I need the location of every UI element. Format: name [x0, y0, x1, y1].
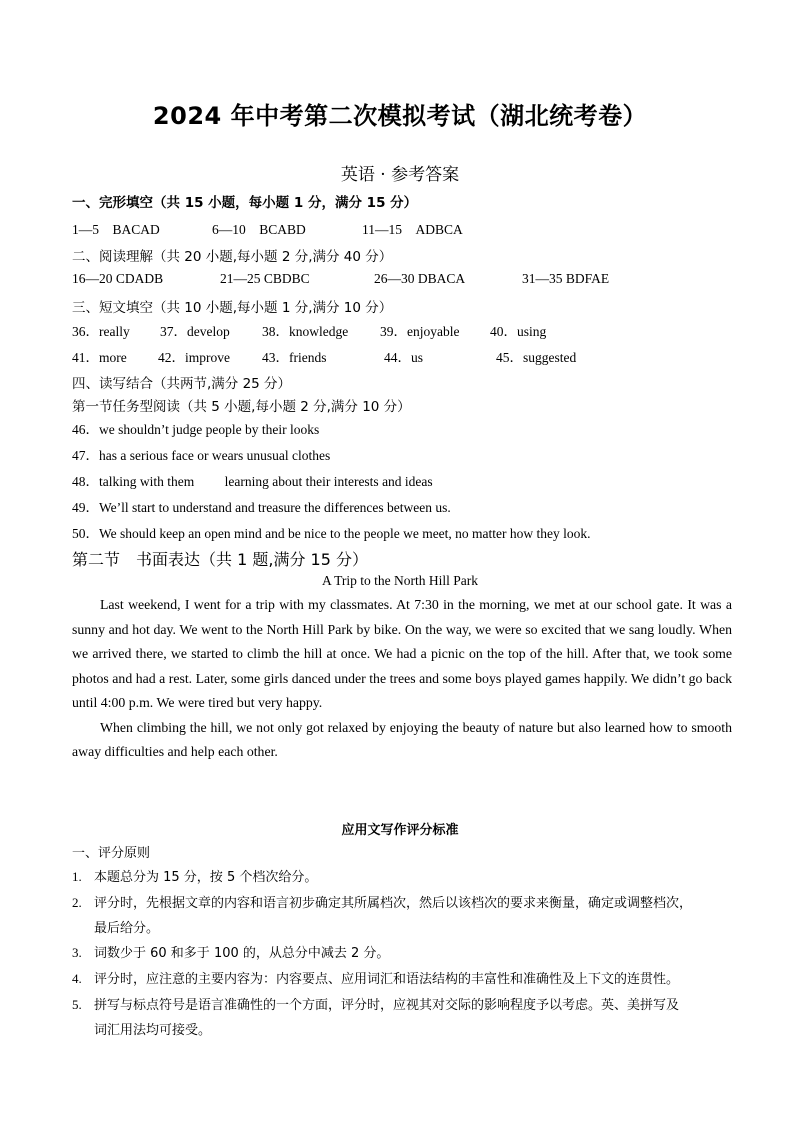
rubric-item-number: 5. — [72, 997, 82, 1012]
rubric-item-text: 拼写与标点符号是语言准确性的一个方面，评分时，应视其对交际的影响程度予以考虑。英、美拼写及 — [94, 998, 680, 1013]
section4-part1-heading: 第一节任务型阅读（共 5 小题,每小题 2 分,满分 10 分） — [72, 399, 411, 415]
task-answer: 49．We’ll start to understand and treasure the differences between us. — [72, 500, 451, 515]
answer-group: 1—5 BACAD — [72, 222, 160, 237]
page-title: 2024 年中考第二次模拟考试（湖北统考卷） — [152, 102, 648, 130]
rubric-item — [72, 994, 679, 1013]
rubric-item — [72, 968, 679, 987]
answer-group: 26—30 DBACA — [374, 271, 466, 286]
blank-answer: 41．more — [72, 350, 127, 365]
section1-heading: 一、完形填空（共 15 小题，每小题 1 分，满分 15 分） — [72, 195, 418, 211]
task-answer: 50．We should keep an open mind and be nice to the people we meet, no matter how they look. — [72, 526, 591, 541]
rubric-heading: 一、评分原则 — [72, 846, 151, 861]
blank-answer: 40．using — [490, 324, 547, 339]
rubric-item-continuation: 最后给分。 — [94, 921, 160, 936]
section3-heading: 三、短文填空（共 10 小题,每小题 1 分,满分 10 分） — [72, 300, 393, 316]
answer-group: 21—25 CBDBC — [220, 271, 310, 286]
rubric-item-text: 评分时，先根据文章的内容和语言初步确定其所属档次，然后以该档次的要求来衡量，确定或调整档次， — [94, 896, 693, 911]
blank-answer: 44．us — [384, 350, 424, 365]
task-answer: 46．we shouldn’t judge people by their looks — [72, 422, 320, 437]
task-answer: 47．has a serious face or wears unusual clothes — [72, 448, 331, 463]
page-subtitle: 英语 · 参考答案 — [340, 165, 460, 185]
rubric-item-text: 评分时，应注意的主要内容为：内容要点、应用词汇和语法结构的丰富性和准确性及上下文的连贯性。 — [94, 972, 680, 987]
essay-title: A Trip to the North Hill Park — [321, 573, 478, 588]
answer-group: 11—15 ADBCA — [362, 222, 463, 237]
answer-group: 16—20 CDADB — [72, 271, 164, 286]
essay-paragraph-1: Last weekend, I went for a trip with my classmates. At 7:30 in the morning, we met at our school gate. It was a sunny and hot day. We went to the North Hill Park by bike. On the way, we were so excited that we sang loudly. When we arrived there, we started to climb the hill at once. We had a picnic on the top of the hill. After that, we took some photos and had a rest. Later, some girls danced under the trees and some boys played games happily. We didn’t go back until 4:00 p.m. We were tired but very happy. — [72, 597, 732, 710]
rubric-item — [72, 866, 317, 885]
section4-part2-heading: 第二节 书面表达（共 1 题,满分 15 分） — [72, 550, 368, 569]
essay-paragraph-2: When climbing the hill, we not only got relaxed by enjoying the beauty of nature but also learned how to smooth away difficulties and help each other. — [72, 719, 732, 759]
rubric-item — [72, 892, 692, 911]
task-answer: 48．talking with them learning about their interests and ideas — [72, 474, 433, 489]
section4-heading: 四、读写结合（共两节,满分 25 分） — [72, 376, 292, 392]
blank-answer: 39．enjoyable — [380, 324, 460, 339]
rubric-item-text: 词数少于 60 和多于 100 的，从总分中减去 2 分。 — [94, 946, 390, 961]
rubric-item — [72, 942, 389, 961]
answer-group: 31—35 BDFAE — [522, 271, 610, 286]
answer-group: 6—10 BCABD — [212, 222, 306, 237]
blank-answer: 45．suggested — [496, 350, 577, 365]
rubric-title: 应用文写作评分标准 — [341, 823, 459, 838]
rubric-item-number: 2. — [72, 895, 82, 910]
section2-heading: 二、阅读理解（共 20 小题,每小题 2 分,满分 40 分） — [72, 249, 393, 265]
blank-answer: 42．improve — [158, 350, 230, 365]
blank-answer: 38．knowledge — [262, 324, 349, 339]
rubric-item-number: 4. — [72, 971, 82, 986]
rubric-item-text: 本题总分为 15 分，按 5 个档次给分。 — [94, 870, 318, 885]
rubric-item-number: 3. — [72, 945, 82, 960]
rubric-item-continuation: 词汇用法均可接受。 — [94, 1023, 212, 1038]
essay-body — [72, 593, 732, 765]
rubric-item-number: 1. — [72, 869, 82, 884]
blank-answer: 37．develop — [160, 324, 230, 339]
blank-answer: 43．friends — [262, 350, 327, 365]
blank-answer: 36．really — [72, 324, 130, 339]
